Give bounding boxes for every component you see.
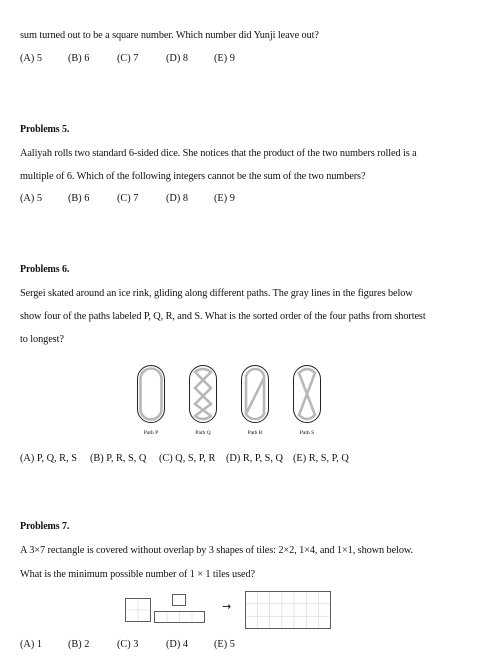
choice-e[interactable]: (E) 9 [214, 53, 235, 64]
choice-d[interactable]: (D) 4 [166, 639, 189, 650]
problem6-heading: Problems 6. [20, 264, 70, 275]
problem6-line-1: Sergei skated around an ice rink, gliding along different paths. The gray lines in the figures below [20, 288, 413, 299]
choice-a[interactable]: (A) 1 [20, 639, 43, 650]
tile-1x4 [154, 611, 205, 623]
path-s-label: Path S [299, 430, 315, 436]
problem5-line-2: multiple of 6. Which of the following integers cannot be the sum of the two numbers? [20, 171, 366, 182]
problem5-heading: Problems 5. [20, 124, 70, 135]
problem7-heading: Problems 7. [20, 521, 70, 532]
problem7-line-2: What is the minimum possible number of 1 × 1 tiles used? [20, 569, 255, 580]
choice-b[interactable]: (B) 6 [68, 53, 90, 64]
choice-e[interactable]: (E) 5 [214, 639, 235, 650]
path-s-figure [292, 364, 322, 424]
choice-d[interactable]: (D) R, P, S, Q [226, 453, 283, 464]
choice-b[interactable]: (B) 2 [68, 639, 90, 650]
choice-c[interactable]: (C) 7 [117, 53, 139, 64]
problem5-line-1: Aaliyah rolls two standard 6-sided dice. She notices that the product of the two numbers rolled is a [20, 148, 417, 159]
arrow-icon: → [222, 600, 232, 613]
path-p-figure [136, 364, 166, 424]
choice-c[interactable]: (C) Q, S, P, R [159, 453, 216, 464]
rectangle-3x7-grid [245, 591, 331, 629]
choice-c[interactable]: (C) 7 [117, 193, 139, 204]
choice-d[interactable]: (D) 8 [166, 53, 189, 64]
path-r-figure [240, 364, 270, 424]
path-p-label: Path P [143, 430, 159, 436]
problem6-line-3: to longest? [20, 334, 64, 345]
problem4-text: sum turned out to be a square number. Which number did Yunji leave out? [20, 30, 319, 41]
path-q-label: Path Q [195, 430, 211, 436]
choice-e[interactable]: (E) R, S, P, Q [293, 453, 349, 464]
tile-1x1 [172, 594, 186, 606]
path-q-figure [188, 364, 218, 424]
path-r-label: Path R [247, 430, 263, 436]
choice-d[interactable]: (D) 8 [166, 193, 189, 204]
choice-b[interactable]: (B) P, R, S, Q [90, 453, 147, 464]
choice-a[interactable]: (A) 5 [20, 193, 43, 204]
problem6-line-2: show four of the paths labeled P, Q, R, and S. What is the sorted order of the four paths from shortest [20, 311, 426, 322]
problem7-line-1: A 3×7 rectangle is covered without overlap by 3 shapes of tiles: 2×2, 1×4, and 1×1, shown below. [20, 545, 414, 556]
choice-b[interactable]: (B) 6 [68, 193, 90, 204]
choice-e[interactable]: (E) 9 [214, 193, 235, 204]
tile-2x2 [125, 598, 151, 622]
choice-a[interactable]: (A) P, Q, R, S [20, 453, 77, 464]
choice-a[interactable]: (A) 5 [20, 53, 43, 64]
choice-c[interactable]: (C) 3 [117, 639, 139, 650]
